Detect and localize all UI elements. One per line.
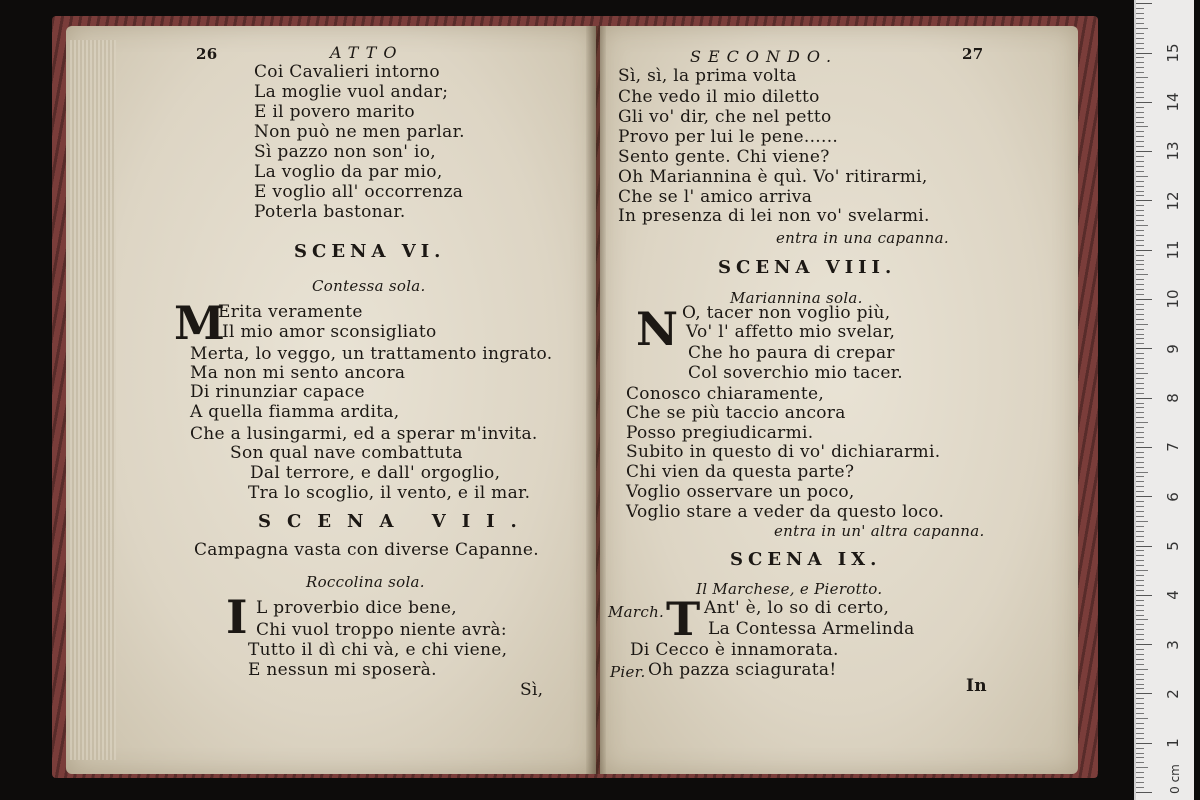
ruler-tick <box>1136 777 1144 778</box>
ruler-tick <box>1136 772 1144 773</box>
ruler-tick <box>1136 383 1144 384</box>
ruler-tick <box>1136 422 1148 423</box>
verse-line: Ant' è, lo so di certo, <box>704 598 890 618</box>
ruler-tick <box>1136 230 1144 231</box>
ruler-tick <box>1136 324 1148 325</box>
ruler-tick <box>1136 718 1148 719</box>
ruler-tick <box>1136 467 1144 468</box>
ruler-tick <box>1136 684 1144 685</box>
ruler-tick <box>1136 432 1144 433</box>
ruler-tick <box>1136 23 1144 24</box>
ruler-tick <box>1136 205 1144 206</box>
verse-line: Che vedo il mio diletto <box>618 87 820 107</box>
verse-line: E nessun mi sposerà. <box>248 660 437 680</box>
ruler-tick <box>1136 200 1152 201</box>
verse-line: Sì, sì, la prima volta <box>618 66 797 86</box>
ruler-tick <box>1136 240 1144 241</box>
ruler-number: 7 <box>1164 442 1182 452</box>
verse-line: Dal terrore, e dall' orgoglio, <box>250 463 501 483</box>
ruler-tick <box>1136 605 1144 606</box>
ruler-tick <box>1136 210 1144 211</box>
ruler-tick <box>1136 486 1144 487</box>
ruler-tick <box>1136 151 1152 152</box>
catchword: In <box>966 676 987 696</box>
ruler-tick <box>1136 33 1144 34</box>
ruler-tick <box>1136 176 1148 177</box>
verse-line: Poterla bastonar. <box>254 202 406 222</box>
book-gutter <box>586 26 606 774</box>
ruler-tick <box>1136 294 1144 295</box>
ruler-tick <box>1136 264 1144 265</box>
ruler-tick <box>1136 393 1144 394</box>
ruler-tick <box>1136 792 1152 793</box>
ruler-tick <box>1136 457 1144 458</box>
ruler-number: 2 <box>1164 689 1182 699</box>
speaker-label: March. <box>608 603 665 621</box>
verse-line: E il povero marito <box>254 102 415 122</box>
ruler-number: 8 <box>1164 393 1182 403</box>
verse-line: Oh Mariannina è quì. Vo' ritirarmi, <box>618 167 928 187</box>
verse-line: E voglio all' occorrenza <box>254 182 464 202</box>
ruler-number: 4 <box>1164 590 1182 600</box>
ruler-tick <box>1136 738 1144 739</box>
ruler-tick <box>1136 18 1144 19</box>
stage-direction: Il Marchese, e Pierotto. <box>696 580 883 598</box>
ruler-tick <box>1136 289 1144 290</box>
ruler-number: 15 <box>1164 43 1182 63</box>
ruler-tick <box>1136 28 1148 29</box>
ruler-tick <box>1136 496 1152 497</box>
verse-line: In presenza di lei non vo' svelarmi. <box>618 206 930 226</box>
ruler-tick <box>1136 220 1144 221</box>
ruler-tick <box>1136 442 1144 443</box>
ruler-tick <box>1136 639 1144 640</box>
verse-line: Sento gente. Chi viene? <box>618 147 830 167</box>
ruler-tick <box>1136 511 1144 512</box>
verse-line: A quella fiamma ardita, <box>190 402 400 422</box>
ruler-tick <box>1136 8 1144 9</box>
ruler-tick <box>1136 87 1144 88</box>
ruler-tick <box>1136 215 1144 216</box>
measuring-ruler <box>1134 0 1194 800</box>
ruler-tick <box>1136 398 1152 399</box>
verse-line: Il mio amor sconsigliato <box>222 322 437 342</box>
ruler-tick <box>1136 279 1144 280</box>
ruler-tick <box>1136 245 1144 246</box>
scene-heading: SCENA VI. <box>294 241 446 262</box>
verse-line: Oh pazza sciagurata! <box>648 660 837 680</box>
ruler-number: 14 <box>1164 92 1182 112</box>
verse-line: La voglio da par mio, <box>254 162 443 182</box>
verse-line: Chi vuol troppo niente avrà: <box>256 620 507 640</box>
ruler-tick <box>1136 555 1144 556</box>
ruler-tick <box>1136 501 1144 502</box>
ruler-tick <box>1136 659 1144 660</box>
catchword: Sì, <box>520 680 544 700</box>
ruler-tick <box>1136 112 1144 113</box>
ruler-tick <box>1136 521 1148 522</box>
ruler-tick <box>1136 491 1144 492</box>
speaker-label: Pier. <box>610 663 646 681</box>
ruler-tick <box>1136 171 1144 172</box>
ruler-tick <box>1136 447 1152 448</box>
stage-direction: Mariannina sola. <box>730 289 863 307</box>
ruler-tick <box>1136 191 1144 192</box>
ruler-tick <box>1136 462 1144 463</box>
verse-line: Che se più taccio ancora <box>626 403 846 423</box>
verse-line: Di Cecco è innamorata. <box>630 640 839 660</box>
page-edges <box>70 40 116 760</box>
ruler-tick <box>1136 388 1144 389</box>
ruler-tick <box>1136 506 1144 507</box>
verse-line: Posso pregiudicarmi. <box>626 423 814 443</box>
verse-line: Provo per lui le pene...... <box>618 127 839 147</box>
scene-heading: SCENA VII. <box>258 511 533 532</box>
ruler-tick <box>1136 536 1144 537</box>
ruler-tick <box>1136 427 1144 428</box>
ruler-tick <box>1136 136 1144 137</box>
verse-line: Non può ne men parlar. <box>254 122 465 142</box>
verse-line: Erita veramente <box>218 302 363 322</box>
ruler-tick <box>1136 161 1144 162</box>
ruler-tick <box>1136 338 1144 339</box>
ruler-tick <box>1136 541 1144 542</box>
ruler-tick <box>1136 753 1144 754</box>
ruler-tick <box>1136 407 1144 408</box>
ruler-tick <box>1136 472 1148 473</box>
ruler-tick <box>1136 195 1144 196</box>
ruler-tick <box>1136 141 1144 142</box>
ruler-tick <box>1136 92 1144 93</box>
verse-line: O, tacer non voglio più, <box>682 303 891 323</box>
ruler-tick <box>1136 131 1144 132</box>
ruler-tick <box>1136 117 1144 118</box>
ruler-tick <box>1136 698 1144 699</box>
ruler-number: 13 <box>1164 141 1182 161</box>
ruler-tick <box>1136 679 1144 680</box>
ruler-tick <box>1136 304 1144 305</box>
ruler-tick <box>1136 363 1144 364</box>
ruler-tick <box>1136 526 1144 527</box>
ruler-tick <box>1136 274 1148 275</box>
verse-line: Subito in questo di vo' dichiararmi. <box>626 442 941 462</box>
ruler-tick <box>1136 57 1144 58</box>
ruler-tick <box>1136 664 1144 665</box>
ruler-tick <box>1136 728 1144 729</box>
verse-line: Voglio stare a veder da questo loco. <box>626 502 945 522</box>
ruler-tick <box>1136 516 1144 517</box>
ruler-tick <box>1136 368 1144 369</box>
stage-direction: entra in un' altra capanna. <box>774 522 985 540</box>
ruler-tick <box>1136 733 1144 734</box>
ruler-number: 1 <box>1164 738 1182 748</box>
verse-line: Voglio osservare un poco, <box>626 482 855 502</box>
ruler-tick <box>1136 53 1152 54</box>
ruler-number: 3 <box>1164 640 1182 650</box>
right-running-header: SECONDO. <box>690 47 839 66</box>
ruler-tick <box>1136 348 1152 349</box>
left-page-number: 26 <box>196 45 218 63</box>
verse-line: Che a lusingarmi, ed a sperar m'invita. <box>190 424 538 444</box>
verse-line: Col soverchio mio tacer. <box>688 363 903 383</box>
ruler-tick <box>1136 560 1144 561</box>
ruler-tick <box>1136 476 1144 477</box>
ruler-tick <box>1136 762 1144 763</box>
ruler-tick <box>1136 624 1144 625</box>
ruler-tick <box>1136 166 1144 167</box>
left-running-header: ATTO <box>330 43 404 62</box>
ruler-tick <box>1136 546 1152 547</box>
ruler-tick <box>1136 269 1144 270</box>
ruler-tick <box>1136 156 1144 157</box>
ruler-tick <box>1136 703 1144 704</box>
ruler-tick <box>1136 585 1144 586</box>
ruler-tick <box>1136 186 1144 187</box>
ruler-tick <box>1136 97 1144 98</box>
right-page-number: 27 <box>962 45 984 63</box>
ruler-tick <box>1136 77 1148 78</box>
scene-setting: Campagna vasta con diverse Capanne. <box>194 540 539 560</box>
ruler-tick <box>1136 610 1144 611</box>
ruler-tick <box>1136 595 1152 596</box>
ruler-tick <box>1136 580 1144 581</box>
verse-line: Di rinunziar capace <box>190 382 365 402</box>
ruler-tick <box>1136 619 1148 620</box>
ruler-tick <box>1136 309 1144 310</box>
ruler-tick <box>1136 654 1144 655</box>
ruler-tick <box>1136 693 1152 694</box>
verse-line: Tra lo scoglio, il vento, e il mar. <box>248 483 531 503</box>
ruler-tick <box>1136 723 1144 724</box>
ruler-tick <box>1136 82 1144 83</box>
verse-line: Coi Cavalieri intorno <box>254 62 440 82</box>
stage-direction: entra in una capanna. <box>776 229 949 247</box>
ruler-tick <box>1136 615 1144 616</box>
verse-line: Son qual nave combattuta <box>230 443 463 463</box>
ruler-tick <box>1136 575 1144 576</box>
ruler-number: 11 <box>1164 240 1182 260</box>
ruler-tick <box>1136 743 1152 744</box>
verse-line: Gli vo' dir, che nel petto <box>618 107 832 127</box>
ruler-tick <box>1136 634 1144 635</box>
ruler-tick <box>1136 629 1144 630</box>
ruler-tick <box>1136 403 1144 404</box>
ruler-tick <box>1136 600 1144 601</box>
ruler-tick <box>1136 13 1144 14</box>
ruler-tick <box>1136 48 1144 49</box>
ruler-tick <box>1136 590 1144 591</box>
ruler-tick <box>1136 708 1144 709</box>
verse-line: La Contessa Armelinda <box>708 619 915 639</box>
stage-direction: Roccolina sola. <box>306 573 425 591</box>
ruler-number: 12 <box>1164 191 1182 211</box>
ruler-tick <box>1136 107 1144 108</box>
verse-line: Tutto il dì chi và, e chi viene, <box>248 640 508 660</box>
ruler-tick <box>1136 319 1144 320</box>
ruler-number: 5 <box>1164 541 1182 551</box>
ruler-tick <box>1136 235 1144 236</box>
ruler-tick <box>1136 62 1144 63</box>
ruler-tick <box>1136 565 1144 566</box>
ruler-tick <box>1136 146 1144 147</box>
ruler-tick <box>1136 748 1144 749</box>
drop-capital: I <box>226 590 248 644</box>
ruler-tick <box>1136 782 1144 783</box>
ruler-tick <box>1136 531 1144 532</box>
scene-heading: SCENA IX. <box>730 549 882 570</box>
ruler-tick <box>1136 126 1148 127</box>
ruler-tick <box>1136 437 1144 438</box>
ruler-tick <box>1136 713 1144 714</box>
ruler-number: 10 <box>1164 289 1182 309</box>
ruler-tick <box>1136 329 1144 330</box>
ruler-tick <box>1136 412 1144 413</box>
ruler-tick <box>1136 373 1148 374</box>
verse-line: Che ho paura di crepar <box>688 343 895 363</box>
verse-line: Chi vien da questa parte? <box>626 462 855 482</box>
ruler-unit-label: 0 cm <box>1167 764 1182 794</box>
ruler-tick <box>1136 255 1144 256</box>
drop-capital: N <box>636 302 679 356</box>
ruler-tick <box>1136 260 1144 261</box>
verse-line: Che se l' amico arriva <box>618 187 813 207</box>
ruler-tick <box>1136 122 1144 123</box>
ruler-tick <box>1136 550 1144 551</box>
ruler-tick <box>1136 378 1144 379</box>
ruler-tick <box>1136 43 1144 44</box>
ruler-tick <box>1136 250 1152 251</box>
ruler-tick <box>1136 787 1144 788</box>
ruler-tick <box>1136 649 1144 650</box>
ruler-number: 9 <box>1164 344 1182 354</box>
verse-line: L proverbio dice bene, <box>256 598 457 618</box>
ruler-tick <box>1136 757 1144 758</box>
ruler-tick <box>1136 353 1144 354</box>
ruler-tick <box>1136 767 1148 768</box>
ruler-number: 6 <box>1164 492 1182 502</box>
stage-direction: Contessa sola. <box>312 277 426 295</box>
verse-line: Vo' l' affetto mio svelar, <box>686 322 896 342</box>
ruler-tick <box>1136 358 1144 359</box>
drop-capital: T <box>666 592 701 646</box>
ruler-tick <box>1136 674 1144 675</box>
ruler-tick <box>1136 334 1144 335</box>
drop-capital: M <box>174 296 225 350</box>
ruler-tick <box>1136 3 1152 4</box>
ruler-tick <box>1136 38 1144 39</box>
verse-line: Sì pazzo non son' io, <box>254 142 436 162</box>
ruler-tick <box>1136 181 1144 182</box>
ruler-tick <box>1136 72 1144 73</box>
ruler-tick <box>1136 644 1152 645</box>
verse-line: La moglie vuol andar; <box>254 82 449 102</box>
ruler-tick <box>1136 452 1144 453</box>
verse-line: Ma non mi sento ancora <box>190 363 406 383</box>
scene-heading: SCENA VIII. <box>718 257 897 278</box>
ruler-tick <box>1136 314 1144 315</box>
ruler-tick <box>1136 284 1144 285</box>
ruler-tick <box>1136 481 1144 482</box>
ruler-tick <box>1136 417 1144 418</box>
ruler-tick <box>1136 570 1148 571</box>
ruler-tick <box>1136 688 1144 689</box>
verse-line: Merta, lo veggo, un trattamento ingrato. <box>190 344 553 364</box>
ruler-tick <box>1136 67 1144 68</box>
verse-line: Conosco chiaramente, <box>626 384 825 404</box>
ruler-tick <box>1136 102 1152 103</box>
ruler-tick <box>1136 225 1148 226</box>
ruler-tick <box>1136 669 1148 670</box>
ruler-tick <box>1136 343 1144 344</box>
ruler-tick <box>1136 299 1152 300</box>
